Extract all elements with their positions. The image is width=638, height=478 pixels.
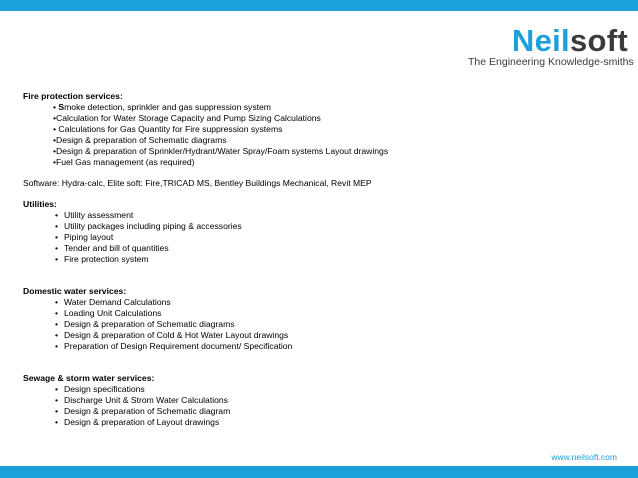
list-item-text: Fire protection system <box>64 254 149 264</box>
list-item-text: Loading Unit Calculations <box>64 308 162 318</box>
bullet-glyph: • <box>55 297 59 307</box>
software-line: Software: Hydra-calc, Elite soft: Fire,TRICAD MS, Bentley Buildings Mechanical, Revit MEP <box>23 178 372 188</box>
bullet-glyph: • <box>55 319 59 329</box>
list-item <box>23 308 613 319</box>
bullet-glyph: • <box>55 341 59 351</box>
bullet-glyph: • <box>55 221 59 231</box>
list-item <box>23 341 613 352</box>
list-item: • Calculations for Gas Quantity for Fire suppression systems <box>53 124 283 134</box>
list-item: •Fuel Gas management (as required) <box>53 157 195 167</box>
list-item-text: Design & preparation of Schematic diagram <box>64 406 231 416</box>
bullet-glyph: • <box>55 417 59 427</box>
list-item-text: Tender and bill of quantities <box>64 243 169 253</box>
list-item-text: Design & preparation of Schematic diagrams <box>64 319 235 329</box>
list-item <box>23 254 613 265</box>
bullet-glyph: • <box>55 330 59 340</box>
bullet-glyph: • <box>55 243 59 253</box>
list-item <box>23 417 613 428</box>
slide-content <box>23 91 613 428</box>
list-item-text: Discharge Unit & Strom Water Calculations <box>64 395 228 405</box>
list-item <box>23 395 613 406</box>
list-item-text: Design specifications <box>64 384 145 394</box>
list-item: •Calculation for Water Storage Capacity and Pump Sizing Calculations <box>53 113 321 123</box>
list-item <box>23 319 613 330</box>
logo-soft-text: soft <box>569 23 628 58</box>
list-item <box>23 210 613 221</box>
list-item <box>23 232 613 243</box>
spacer <box>23 352 613 373</box>
spacer <box>23 168 613 178</box>
neilsoft-logo <box>468 23 634 68</box>
fire-protection-list <box>23 102 613 168</box>
bullet-glyph: • <box>55 308 59 318</box>
bullet-glyph: • <box>53 102 57 112</box>
list-item <box>23 243 613 254</box>
list-item <box>23 297 613 308</box>
bullet-glyph: • <box>55 210 59 220</box>
list-item-text: Utility packages including piping & accessories <box>64 221 242 231</box>
logo-tagline: The Engineering Knowledge-smiths <box>468 56 634 68</box>
bullet-glyph: • <box>55 395 59 405</box>
spacer <box>23 265 613 286</box>
spacer <box>23 189 613 199</box>
list-item-text: Design & preparation of Cold & Hot Water Layout drawings <box>64 330 289 340</box>
bullet-glyph: • <box>55 254 59 264</box>
utilities-list <box>23 210 613 265</box>
website-link[interactable]: www.neilsoft.com <box>551 452 617 462</box>
list-item-text: Piping layout <box>64 232 114 242</box>
list-item <box>23 221 613 232</box>
bullet-glyph: • <box>55 232 59 242</box>
list-item <box>23 406 613 417</box>
logo-neil-text: Neil <box>511 23 570 58</box>
list-item-text: Water Demand Calculations <box>64 297 171 307</box>
fire-protection-heading: Fire protection services: <box>23 91 123 101</box>
list-item-text: moke detection, sprinkler and gas suppression system <box>64 102 271 112</box>
list-item <box>23 384 613 395</box>
top-accent-bar <box>0 0 638 11</box>
list-item-text: Design & preparation of Layout drawings <box>64 417 220 427</box>
list-item: •Design & preparation of Sprinkler/Hydrant/Water Spray/Foam systems Layout drawings <box>53 146 389 156</box>
list-item <box>23 102 613 113</box>
list-item-text: Utility assessment <box>64 210 134 220</box>
list-item: •Design & preparation of Schematic diagrams <box>53 135 227 145</box>
list-item <box>23 330 613 341</box>
utilities-heading: Utilities: <box>23 199 57 209</box>
list-item-text: Preparation of Design Requirement document/ Specification <box>64 341 293 351</box>
bullet-glyph: • <box>55 384 59 394</box>
sewage-storm-heading: Sewage & storm water services: <box>23 373 155 383</box>
bottom-accent-bar <box>0 466 638 478</box>
logo-wordmark <box>468 25 628 56</box>
sewage-storm-list <box>23 384 613 428</box>
domestic-water-heading: Domestic water services: <box>23 286 127 296</box>
bullet-glyph: • <box>55 406 59 416</box>
domestic-water-list <box>23 297 613 352</box>
bold-initial: S <box>58 102 65 112</box>
